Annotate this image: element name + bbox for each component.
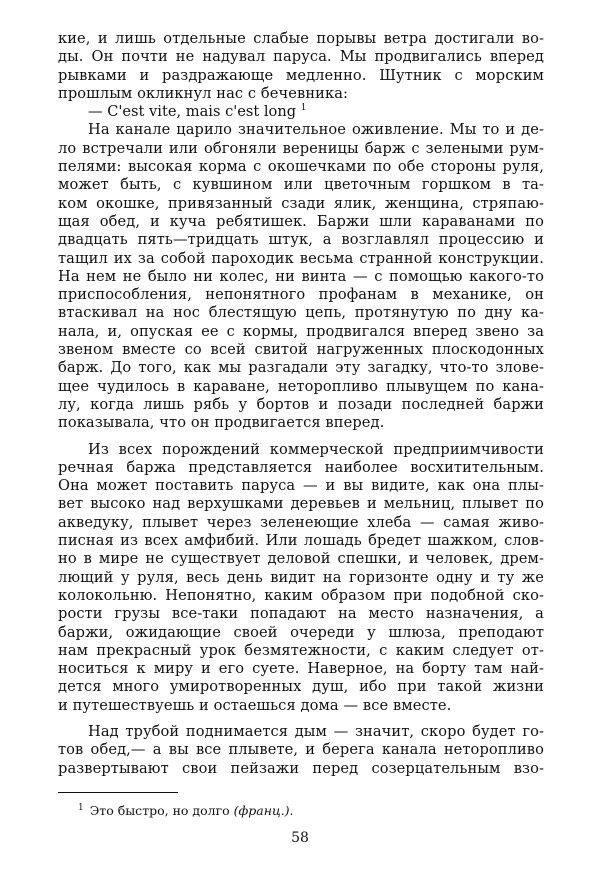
text-line: речная баржа представляется наиболее восхитительным. [58,458,544,476]
page-number: 58 [291,830,309,846]
text-line: щая обед, и куча ребятишек. Баржи шли караванами по [58,212,544,230]
page-body [58,30,544,778]
paragraph-2 [58,121,544,432]
text-line: звеном вместе со всей свитой нагруженных плоскодонных [58,341,544,359]
paragraph-3 [58,441,544,715]
text-line: лу, когда лишь рябь у бортов и позади последней баржи [58,395,544,413]
text-line: тов обед,— а вы все плывете, и берега канала неторопливо [58,741,544,759]
text-line: приспособления, непонятного профанам в механике, он [58,286,544,304]
quote-line [58,103,544,121]
footnote [78,800,294,819]
text-line: Она может поставить паруса — и вы видите, как она плы- [58,477,544,495]
text-line: барж. До того, как мы разгадали эту загадку, что-то злове- [58,359,544,377]
text-line: колокольню. Непонятно, каким образом при подобной ско- [58,586,544,604]
text-line: нам прекрасный урок безмятежности, с каким следует от- [58,641,544,659]
text-line: рывками и раздражающе медленно. Шутник с морским [58,66,544,84]
text-line: ло встречали или обгоняли вереницы барж с зелеными рум- [58,139,544,157]
text-line: щее чудилось в караване, неторопливо плывущем по кана- [58,377,544,395]
text-line: писная из всех амфибий. Или лошадь бредет шажком, слов- [58,532,544,550]
text-line: вет высоко над верхушками деревьев и мельниц, плывет по [58,495,544,513]
text-line: носиться к миру и его суете. Наверное, на борту там най- [58,660,544,678]
text-line: показывала, что он продвигается вперед. [58,414,385,432]
text-line: нала, и, опуская ее с кормы, продвигался вперед звено за [58,322,544,340]
footnote-language: (франц.). [233,803,294,818]
text-line: и путешествуешь и остаешься дома — все вместе. [58,696,452,714]
paragraph-gap [58,433,544,441]
text-line: акведуку, плывет через зеленеющие хлеба — самая живо- [58,513,544,531]
text-line: Из всех порождений коммерческой предприимчивости [88,440,544,458]
paragraph-4 [58,723,544,778]
text-line: Над трубой поднимается дым — значит, скоро будет го- [88,722,544,740]
text-line: может быть, с кувшином или цветочным горшком в та- [58,176,544,194]
text-line: ком окошке, привязанный сзади ялик, женщина, стряпаю- [58,194,544,212]
text-line: На нем не было ни колес, ни винта — с помощью какого-то [58,267,544,285]
text-line: ды. Он почти не надувал паруса. Мы продвигались вперед [58,48,544,66]
text-line: прошлым окликнул нас с бечевника: [58,84,349,102]
quote-text: — C'est vite, mais c'est long [88,103,297,121]
footnote-marker: 1 [300,103,307,114]
text-line: На канале царило значительное оживление. Мы то и де- [88,121,544,139]
text-line: кие, и лишь отдельные слабые порывы ветра достигали во- [58,30,544,47]
text-line: лющий у руля, весь день видит на горизонте одну и ту же [58,568,544,586]
text-line: развертывают свои пейзажи перед созерцательным взо- [58,759,544,777]
text-line: двадцать пять—тридцать штук, а возглавлял процессию и [58,231,544,249]
footnote-divider [58,792,178,793]
footnote-number: 1 [78,803,84,813]
text-line: рости грузы все-таки попадают на место назначения, а [58,605,544,623]
text-line: тащил их за собой пароходик весьма странной конструкции. [58,249,544,267]
text-line: баржи, ожидающие своей очереди у шлюза, преподают [58,623,544,641]
text-line: пелями: высокая корма с окошечками по обе стороны руля, [58,158,544,176]
text-line: но в мире не существует деловой спешки, и человек, дрем- [58,550,544,568]
footnote-text: Это быстро, но долго [89,803,234,818]
paragraph-gap [58,715,544,723]
text-line: втаскивал на нос блестящую цепь, протянутую по дну ка- [58,304,544,322]
text-line: дется много умиротворенных душ, ибо при такой жизни [58,678,544,696]
paragraph-1 [58,30,544,103]
